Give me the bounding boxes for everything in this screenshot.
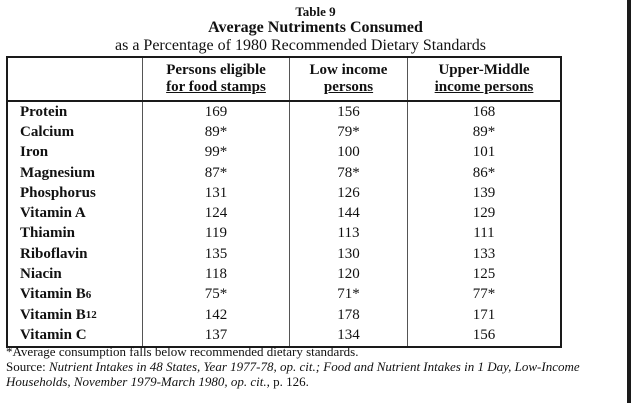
value-cell: 89* — [407, 122, 560, 142]
nutrient-label — [8, 122, 142, 142]
nutrient-label — [8, 224, 142, 244]
nutrient-label — [8, 183, 142, 203]
nutrient-label — [8, 203, 142, 223]
value-cell: 124 — [142, 203, 289, 223]
header-upper-middle-line2: income persons — [434, 79, 534, 95]
nutrient-label — [8, 244, 142, 264]
table-row — [8, 183, 560, 203]
table-subtitle: as a Percentage of 1980 Recommended Dietary Standards — [115, 37, 486, 54]
header-low-income — [289, 58, 407, 100]
value-cell: 169 — [142, 102, 289, 122]
nutrient-name: Vitamin A — [20, 205, 86, 222]
nutriments-table — [6, 56, 562, 348]
value-cell: 113 — [289, 224, 407, 244]
table-row — [8, 264, 560, 284]
value-cell: 120 — [289, 264, 407, 284]
source-page: p. 126. — [269, 374, 309, 389]
value-cell: 79* — [289, 122, 407, 142]
nutrient-name: Thiamin — [20, 225, 76, 242]
table-row — [8, 163, 560, 183]
table-row — [8, 244, 560, 264]
table-title-block — [0, 4, 631, 54]
table-title: Average Nutriments Consumed — [208, 19, 423, 36]
nutrient-label — [8, 102, 142, 122]
value-cell: 144 — [289, 203, 407, 223]
table-row — [8, 122, 560, 142]
nutrient-subscript: 6 — [85, 288, 92, 301]
value-cell: 131 — [142, 183, 289, 203]
value-cell: 99* — [142, 143, 289, 163]
value-cell: 129 — [407, 203, 560, 223]
value-cell: 119 — [142, 224, 289, 244]
nutrient-name: Niacin — [20, 266, 62, 283]
nutrient-name: Vitamin B — [20, 286, 86, 303]
header-upper-middle — [407, 58, 560, 100]
table-row — [8, 102, 560, 122]
nutrient-label — [8, 143, 142, 163]
table-row — [8, 305, 560, 325]
nutrient-name: Iron — [20, 144, 49, 161]
value-cell: 171 — [407, 305, 560, 325]
value-cell: 139 — [407, 183, 560, 203]
table-row — [8, 143, 560, 163]
value-cell: 77* — [407, 285, 560, 305]
value-cell: 133 — [407, 244, 560, 264]
header-blank-cell — [8, 58, 142, 100]
nutrient-name: Vitamin B — [20, 306, 86, 323]
table-header-row — [8, 58, 560, 102]
source-prefix: Source: — [6, 359, 49, 374]
value-cell: 71* — [289, 285, 407, 305]
value-cell: 137 — [142, 325, 289, 345]
nutrient-name: Calcium — [20, 123, 75, 140]
value-cell: 178 — [289, 305, 407, 325]
value-cell: 78* — [289, 163, 407, 183]
value-cell: 101 — [407, 143, 560, 163]
nutrient-name: Magnesium — [20, 164, 95, 181]
table-number: Table 9 — [295, 4, 336, 19]
nutrient-label — [8, 285, 142, 305]
nutrient-subscript: 12 — [85, 309, 97, 322]
table-row — [8, 203, 560, 223]
nutrient-label — [8, 325, 142, 345]
table-row — [8, 285, 560, 305]
nutrient-name: Phosphorus — [20, 184, 96, 201]
value-cell: 100 — [289, 143, 407, 163]
nutrient-label — [8, 264, 142, 284]
value-cell: 125 — [407, 264, 560, 284]
value-cell: 75* — [142, 285, 289, 305]
value-cell: 126 — [289, 183, 407, 203]
nutrient-label — [8, 163, 142, 183]
source-citation: Nutrient Intakes in 48 States, Year 1977-78, op. cit.; Food and Nutrient Intakes in 1 Day, Low-Income Households, November 1979-March 1980, op. cit., — [6, 359, 580, 389]
table-notes — [6, 344, 616, 389]
table-row — [8, 325, 560, 345]
header-upper-middle-line1: Upper-Middle — [438, 62, 530, 78]
header-food-stamps-line2: for food stamps — [166, 79, 266, 95]
header-food-stamps — [142, 58, 289, 100]
nutrient-name: Protein — [20, 103, 68, 120]
header-low-income-line1: Low income — [309, 62, 388, 78]
table-body — [8, 102, 560, 346]
table-row — [8, 224, 560, 244]
nutrient-label — [8, 305, 142, 325]
value-cell: 156 — [407, 325, 560, 345]
value-cell: 111 — [407, 224, 560, 244]
nutrient-name: Riboflavin — [20, 245, 88, 262]
header-low-income-line2: persons — [323, 79, 374, 95]
page-edge-border — [627, 0, 631, 403]
value-cell: 89* — [142, 122, 289, 142]
value-cell: 86* — [407, 163, 560, 183]
value-cell: 134 — [289, 325, 407, 345]
nutrient-name: Vitamin C — [20, 326, 87, 343]
value-cell: 142 — [142, 305, 289, 325]
header-food-stamps-line1: Persons eligible — [166, 62, 266, 78]
value-cell: 156 — [289, 102, 407, 122]
value-cell: 135 — [142, 244, 289, 264]
footnote: *Average consumption falls below recommended dietary standards. — [6, 344, 359, 359]
value-cell: 118 — [142, 264, 289, 284]
source-note — [6, 359, 616, 389]
value-cell: 168 — [407, 102, 560, 122]
value-cell: 130 — [289, 244, 407, 264]
value-cell: 87* — [142, 163, 289, 183]
